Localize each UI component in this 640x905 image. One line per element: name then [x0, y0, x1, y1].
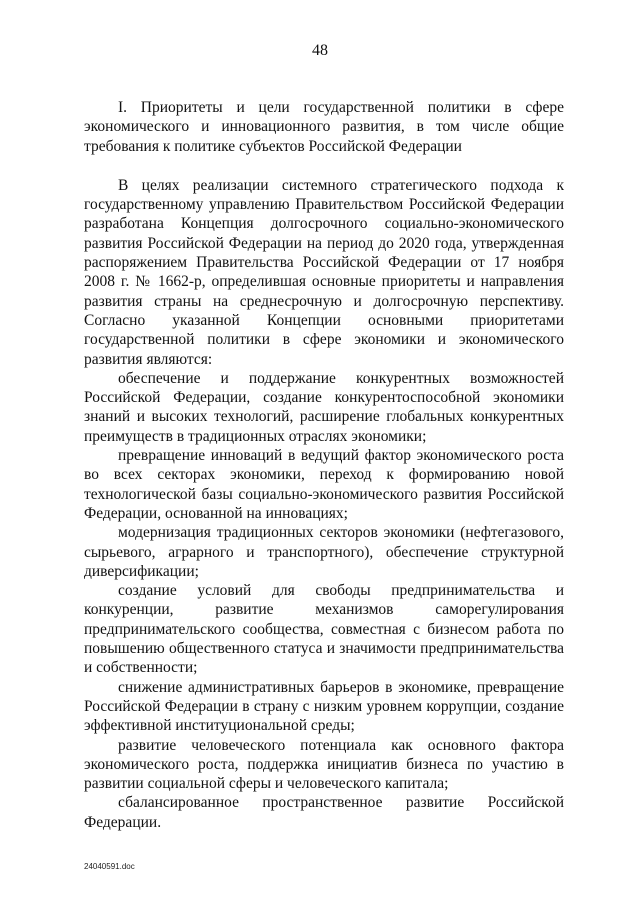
intro-paragraph: В целях реализации системного стратегического подхода к государственному управлению Правительством Российской Федерации разработана Концепция долгосрочного социально-экономического развития Российской Федерации на период до 2020 года, утвержденная распоряжением Правительства Российской Федерации от 17 ноября 2008 г. № 1662-р, определившая основные приоритеты и направления развития страны на среднесрочную и долгосрочную перспективу. Согласно указанной Концепции основными приоритетами государственной политики в сфере экономики и экономического развития являются: — [84, 176, 564, 368]
document-code: 24040591.doc — [84, 862, 135, 871]
list-item: создание условий для свободы предпринимательства и конкуренции, развитие механизмов саморегулирования предпринимательского сообщества, совместная с бизнесом работа по повышению общественного статуса и значимости предпринимательства и собственности; — [84, 582, 564, 677]
list-item: обеспечение и поддержание конкурентных возможностей Российской Федерации, создание конкурентоспособной экономики знаний и высоких технологий, расширение глобальных конкурентных преимуществ в традиционных отраслях экономики; — [84, 369, 564, 445]
document-body — [84, 98, 564, 832]
list-item: превращение инноваций в ведущий фактор экономического роста во всех секторах экономики, переход к формированию новой технологической базы социально-экономического развития Российской Федерации, основанной на инновациях; — [84, 447, 564, 522]
list-item: снижение административных барьеров в экономике, превращение Российской Федерации в страну с низким уровнем коррупции, создание эффективной институциональной среды; — [84, 678, 564, 735]
page-number: 48 — [312, 42, 328, 59]
list-item: развитие человеческого потенциала как основного фактора экономического роста, поддержка инициатив бизнеса по участию в развитии социальной сферы и человеческого капитала; — [84, 736, 564, 793]
section-heading: I. Приоритеты и цели государственной политики в сфере экономического и инновационного развития, в том числе общие требования к политике субъектов Российской Федерации — [84, 99, 564, 155]
list-item: сбалансированное пространственное развитие Российской Федерации. — [84, 794, 564, 831]
priorities-list — [84, 369, 564, 832]
list-item: модернизация традиционных секторов экономики (нефтегазового, сырьевого, аграрного и транспортного), обеспечение структурной диверсификации; — [84, 524, 564, 580]
